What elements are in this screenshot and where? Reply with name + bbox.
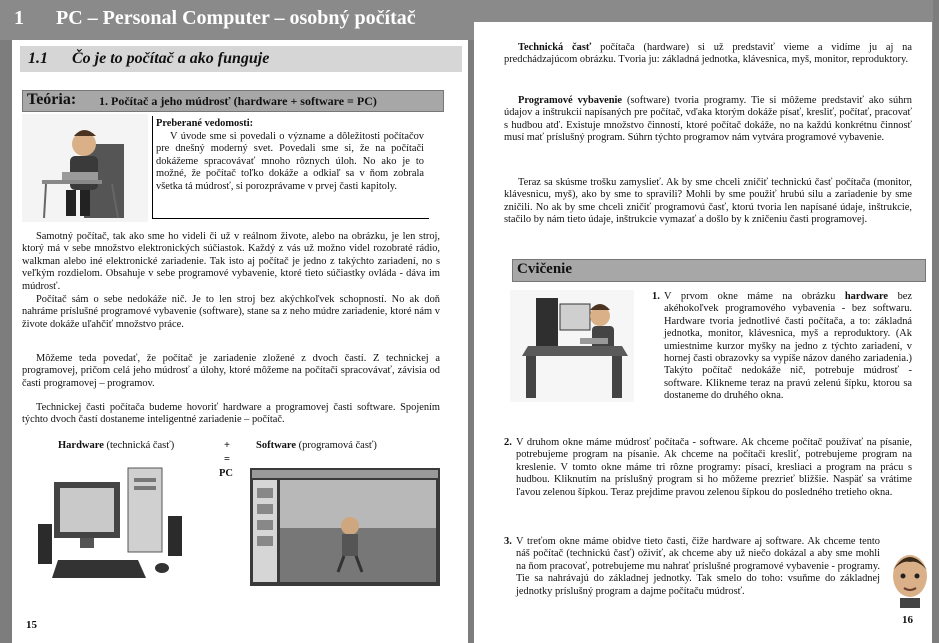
exercise-number: 3. bbox=[504, 536, 512, 547]
pc-result: PC bbox=[219, 468, 233, 479]
left-page bbox=[12, 40, 468, 643]
page-number-left: 15 bbox=[26, 619, 37, 631]
right-page bbox=[474, 22, 932, 643]
paragraph: Teraz sa skúsme trošku zamyslieť. Ak by sme chceli zničiť technickú časť počítača (monitor, klávesnicu, myš), ako by sme to spravili? Mohli by sme použiť hrubú silu a zariadenie by sme zničili. No ak by sme chceli zničiť programovú časť, ktorú tvoria len napísané údaje, inštrukcie, stačilo by nám tieto údaje, inštrukcie vymazať a došlo by k zničeniu časti programovej. bbox=[504, 177, 912, 226]
hardware-computer-illustration bbox=[34, 464, 194, 596]
prior-knowledge-text: V úvode sme si povedali o význame a dôležitosti počítačov pre dnešný moderný svet. Povedali sme si, že na počítači dokážeme spracovávať mnoho rôznych úloh. No ako je to možné, že počítač toľko dokáže a odkiaľ sa v ňom zobrala všetka tá múdrosť, si porozprávame v prvej časti kapitoly. bbox=[156, 131, 424, 192]
prior-knowledge-heading: Preberané vedomosti: bbox=[156, 118, 254, 129]
exercise-3-text: V treťom okne máme obidve tieto časti, čiže hardware aj software. Ak chceme tento náš počítač (technickú časť) oživiť, ak chceme aby už niečo dokázal a aby sme mohli na ňom pracovať, potrebujeme mu nahrať príslušné programové vybavenie - programy. Tie sa nahrávajú do základnej jednotky. Tak smelo do toho: vsuňme do základnej jednotky príslušný program a dajme počítaču múdrosť. bbox=[516, 536, 880, 597]
paragraph: Počítač sám o sebe nedokáže nič. Je to len stroj bez akýchkoľvek schopností. No ak doň nahráme príslušné programové vybavenie (software), stane sa z neho múdre zariadenie, ktoré nám v živote dokáže uľahčiť množstvo práce. bbox=[22, 294, 440, 330]
exercise-2-text: V druhom okne máme múdrosť počítača - software. Ak chceme počítač používať na písanie, potrebujeme program na písanie. Ak chceme na počítači kresliť, potrebujeme program na kreslenie. V tomto okne máme tri rôzne programy: písací, kresliaci a program na prácu s hudbou. Kliknutím na príslušný program si ho môžeme prezrieť bližšie. Naspäť sa vrátime ľavou zelenou šípkou. Teraz prejdime pravou zelenou šípkou do posledného tretieho okna. bbox=[516, 437, 912, 498]
page-number-right: 16 bbox=[902, 614, 913, 626]
exercise-1-text: V prvom okne máme na obrázku hardware bez akéhokoľvek programového vybavenia - bez softwaru. Hardware tvoria jednotlivé časti počítača, a to: základná jednotka, monitor, klávesnica, myš a reproduktory. (Ak umiestnime kurzor myšky na jedno z týchto zariadení, v hornej časti obrazovky sa vypíše názov daného zariadenia.) Takýto počítač nedokáže nič, potrebuje múdrosť - software. Klikneme teraz na pravú zelenú šípku, ktorou sa dostaneme do druhého okna. bbox=[664, 291, 912, 402]
paragraph: Technická časť počítača (hardware) si už predstaviť vieme a vidíme ju aj na predchádzajúcom obrázku. Tvoria ju: základná jednotka, klávesnica, myš, monitor, reproduktory. bbox=[504, 42, 912, 66]
equals-sign: = bbox=[224, 454, 230, 465]
child-at-computer-illustration bbox=[22, 114, 148, 222]
boy-face-illustration bbox=[888, 548, 932, 608]
teoria-label: Teória: bbox=[27, 91, 77, 108]
paragraph: Môžeme teda povedať, že počítač je zariadenie zložené z dvoch častí. Z technickej a programovej, pričom celá jeho múdrosť a úlohy, ktoré môžeme na počítači spracovávať, závisia od časti programovej – programov. bbox=[22, 353, 440, 389]
hardware-label: Hardware (technická časť) bbox=[58, 440, 175, 451]
teoria-heading: 1. Počítač a jeho múdrosť (hardware + software = PC) bbox=[99, 94, 377, 108]
exercise-number: 1. bbox=[652, 291, 660, 302]
right-edge bbox=[933, 0, 939, 643]
exercise-number: 2. bbox=[504, 437, 512, 448]
child-at-desk-illustration bbox=[510, 290, 634, 402]
chapter-title: 1 PC – Personal Computer – osobný počítač bbox=[14, 7, 416, 29]
software-label: Software (programová časť) bbox=[256, 440, 377, 451]
paragraph: Samotný počítač, tak ako sme ho videli či už v reálnom živote, alebo na obrázku, je len stroj, ktorý má v sebe množstvo elektronických súčiastok. Každý z vás už možno videl rozobraté rádio, walkman alebo iné elektronické zariadenie. Tak isto aj počítač je jedno z takýchto zariadení, no s veľkým rozdielom. Obsahuje v sebe programové vybavenie, ktoré tieto súčiastky ovláda - dáva im múdrosť. bbox=[22, 231, 440, 292]
software-screen-illustration bbox=[250, 468, 440, 586]
section-title: 1.1 Čo je to počítač a ako funguje bbox=[28, 50, 270, 67]
plus-sign: + bbox=[224, 440, 230, 451]
cvicenie-header: Cvičenie bbox=[512, 259, 926, 282]
paragraph: Programové vybavenie (software) tvoria programy. Tie si môžeme predstaviť ako súhrn údajov a inštrukcií napísaných pre počítač, vďaka ktorým dokáže písať, kresliť, počítať, pracovať s hudbou atď. Existuje množstvo činností, ktoré počítač dokáže, no na každú konkrétnu činnosť musí mať príslušný program. Súhrn týchto programov nám vytvára programové vybavenie. bbox=[504, 95, 912, 144]
paragraph: Technickej časti počítača budeme hovoriť hardware a programovej časti software. Spojením týchto dvoch častí dostaneme inteligentné zariadenie – počítač. bbox=[22, 402, 440, 426]
teoria-header bbox=[22, 90, 444, 112]
